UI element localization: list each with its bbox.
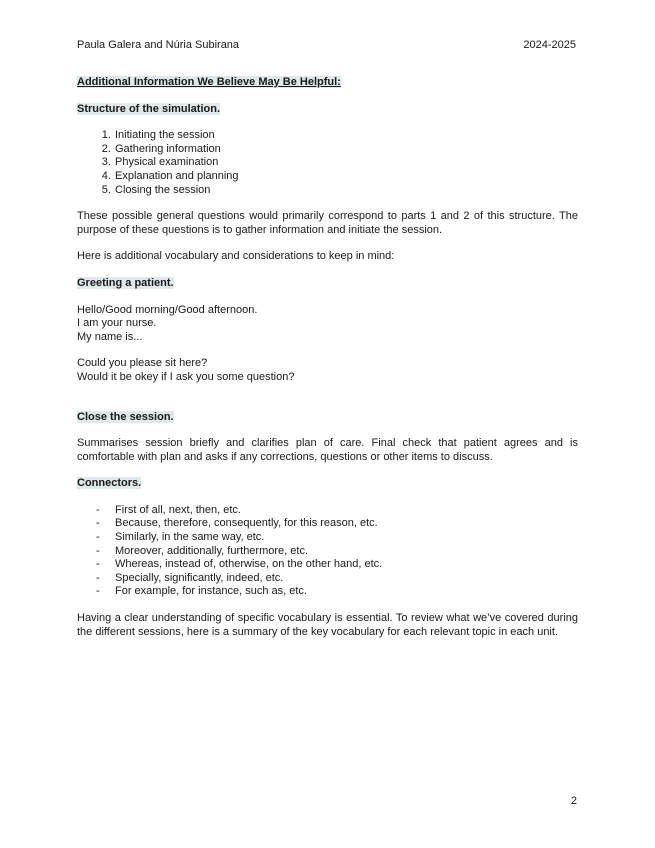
list-item: - Because, therefore, consequently, for this reason, etc. <box>96 517 378 530</box>
list-item: - Specially, significantly, indeed, etc. <box>96 571 284 584</box>
greeting-line: Hello/Good morning/Good afternoon. <box>77 303 258 316</box>
list-item: - First of all, next, then, etc. <box>96 503 241 516</box>
list-item: 1. Initiating the session <box>114 129 578 143</box>
vocabulary-intro: Here is additional vocabulary and considerations to keep in mind: <box>77 250 395 263</box>
greeting-line: Could you please sit here? <box>77 357 208 370</box>
list-item: - Moreover, additionally, furthermore, etc. <box>96 544 308 557</box>
list-item: 5. Closing the session <box>114 184 578 198</box>
header-year: 2024-2025 <box>523 39 576 51</box>
page-number: 2 <box>570 795 577 807</box>
greeting-lines <box>77 304 578 385</box>
connectors-list <box>77 504 578 599</box>
structure-heading: Structure of the simulation. <box>77 102 221 115</box>
list-item: 3. Physical examination <box>114 156 578 170</box>
page-title-text: Additional Information We Believe May Be Helpful: <box>77 76 341 88</box>
list-item: - For example, for instance, such as, etc. <box>96 585 307 598</box>
greeting-line: My name is... <box>77 330 143 343</box>
list-item: - Whereas, instead of, otherwise, on the other hand, etc. <box>96 558 383 571</box>
greeting-heading: Greeting a patient. <box>77 276 174 289</box>
greeting-line: I am your nurse. <box>77 317 157 330</box>
closing-paragraph: Having a clear understanding of specific vocabulary is essential. To review what we’ve covered during the different sessions, here is a summary of the key vocabulary for each relevant topic in each unit. <box>77 612 578 638</box>
greeting-line: Would it be okey if I ask you some question? <box>77 370 295 383</box>
close-paragraph: Summarises session briefly and clarifies plan of care. Final check that patient agrees and is comfortable with plan and asks if any corrections, questions or other items to discuss. <box>77 437 578 463</box>
connectors-heading: Connectors. <box>77 477 142 490</box>
page-title <box>77 76 578 90</box>
structure-list <box>77 129 578 197</box>
close-heading: Close the session. <box>77 410 174 423</box>
list-item: - Similarly, in the same way, etc. <box>96 531 265 544</box>
list-item: 4. Explanation and planning <box>114 170 578 184</box>
list-item: 2. Gathering information <box>114 143 578 157</box>
page-body <box>77 76 578 652</box>
header-authors: Paula Galera and Núria Subirana <box>77 39 240 51</box>
intro-paragraph: These possible general questions would primarily correspond to parts 1 and 2 of this structure. The purpose of these questions is to gather information and initiate the session. <box>77 210 578 236</box>
